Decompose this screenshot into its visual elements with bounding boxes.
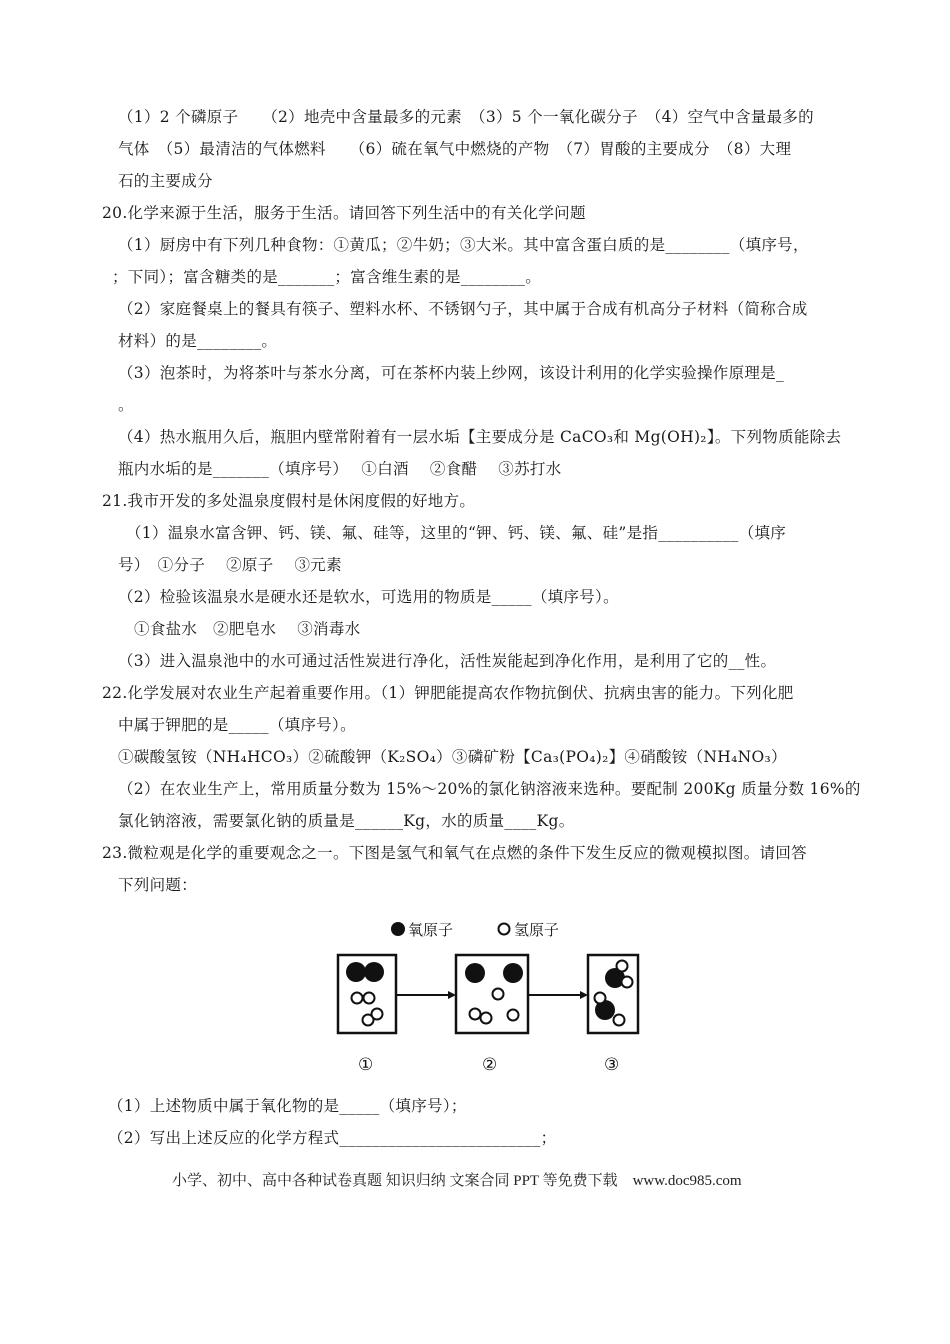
text-line: （1）上述物质中属于氧化物的是_____（填序号）； [108,1097,467,1115]
hydrogen-atom [470,1009,481,1020]
legend-oxygen-label: 氧原子 [408,921,454,939]
question-20-title: 20.化学来源于生活，服务于生活。请回答下列生活中的有关化学问题 [102,204,586,222]
text-line: 。 [118,396,134,414]
arrow-2 [528,991,588,999]
container-1-label: ① [358,1055,374,1075]
hydrogen-atom-icon [499,924,510,935]
hydrogen-atom [508,1010,519,1021]
hydrogen-atom [481,1013,492,1024]
oxygen-atom [503,963,523,983]
hydrogen-atom [352,993,363,1004]
container-2 [456,955,528,1033]
legend [391,921,559,939]
oxygen-atom [465,963,485,983]
text-line: （2）在农业生产上，常用质量分数为 15%～20%的氯化钠溶液来选种。要配制 200Kg 质量分数 16%的 [118,780,861,798]
text-line: （2）写出上述反应的化学方程式_________________________； [108,1129,557,1147]
text-line: （1）温泉水富含钾、钙、镁、氟、硅等，这里的“钾、钙、镁、氟、硅”是指__________（填序 [126,524,787,542]
text-line: （2）检验该温泉水是硬水还是软水，可选用的物质是_____（填序号）。 [118,588,619,606]
question-23-title: 23.微粒观是化学的重要观念之一。下图是氢气和氧气在点燃的条件下发生反应的微观模拟图。请回答 [102,844,807,862]
text-line: 氯化钠溶液，需要氯化钠的质量是______Kg，水的质量____Kg。 [118,812,575,830]
oxygen-atom [346,962,366,982]
legend-hydrogen-label: 氢原子 [514,921,560,939]
hydrogen-atom [372,1009,383,1020]
container-3-label: ③ [604,1055,620,1075]
text-line: 号） ①分子 ②原子 ③元素 [118,556,342,574]
reaction-diagram [332,910,646,1080]
text-line: （1）2 个磷原子 （2）地壳中含量最多的元素 （3）5 个一氧化碳分子 （4）空气中含量最多的 [118,108,814,126]
text-line: （3）泡茶时，为将茶叶与茶水分离，可在茶杯内装上纱网，该设计利用的化学实验操作原理是_ [118,364,785,382]
text-line: （1）厨房中有下列几种食物：①黄瓜；②牛奶；③大米。其中富含蛋白质的是________（填序号， [118,236,809,254]
hydrogen-atom [493,989,504,1000]
text-line: （2）家庭餐桌上的餐具有筷子、塑料水杯、不锈钢勺子，其中属于合成有机高分子材料（简称合成 [118,300,808,318]
text-line: ①食盐水 ②肥皂水 ③消毒水 [134,620,361,638]
container-2-label: ② [482,1055,498,1075]
text-line: 中属于钾肥的是_____（填序号）。 [118,716,356,734]
hydrogen-atom [364,993,375,1004]
text-line: 气体 （5）最清洁的气体燃料 （6）硫在氧气中燃烧的产物 （7）胃酸的主要成分 （8）大理 [118,140,792,158]
text-line: 下列问题： [118,876,198,894]
hydrogen-atom [614,1015,625,1026]
text-line: 瓶内水垢的是_______（填序号） ①白酒 ②食醋 ③苏打水 [118,460,562,478]
oxygen-atom-icon [391,922,405,936]
text-line: 材料）的是________。 [118,332,278,350]
text-line: 石的主要成分 [118,172,213,190]
question-21-title: 21.我市开发的多处温泉度假村是休闲度假的好地方。 [102,492,476,510]
arrow-1 [396,991,456,999]
text-line: ①碳酸氢铵（NH₄HCO₃）②硫酸钾（K₂SO₄）③磷矿粉【Ca₃(PO₄)₂】④硝酸铵（NH₄NO₃） [118,748,787,766]
hydrogen-atom [595,993,606,1004]
footer-text: 小学、初中、高中各种试卷真题 知识归纳 文案合同 PPT 等免费下载 www.doc985.com [172,1173,742,1189]
text-line: （3）进入温泉池中的水可通过活性炭进行净化，活性炭能起到净化作用，是利用了它的__性。 [118,652,777,670]
hydrogen-atom [622,977,633,988]
hydrogen-atom [617,961,628,972]
text-line: ；下同）；富含糖类的是_______；富含维生素的是________。 [112,268,542,286]
container-1 [338,955,396,1033]
oxygen-atom [364,962,384,982]
container-3 [588,955,638,1033]
question-22-title: 22.化学发展对农业生产起着重要作用。（1）钾肥能提高农作物抗倒伏、抗病虫害的能力。下列化肥 [102,684,794,702]
text-line: （4）热水瓶用久后，瓶胆内壁常附着有一层水垢【主要成分是 CaCO₃和 Mg(OH)₂】。下列物质能除去 [118,428,842,446]
